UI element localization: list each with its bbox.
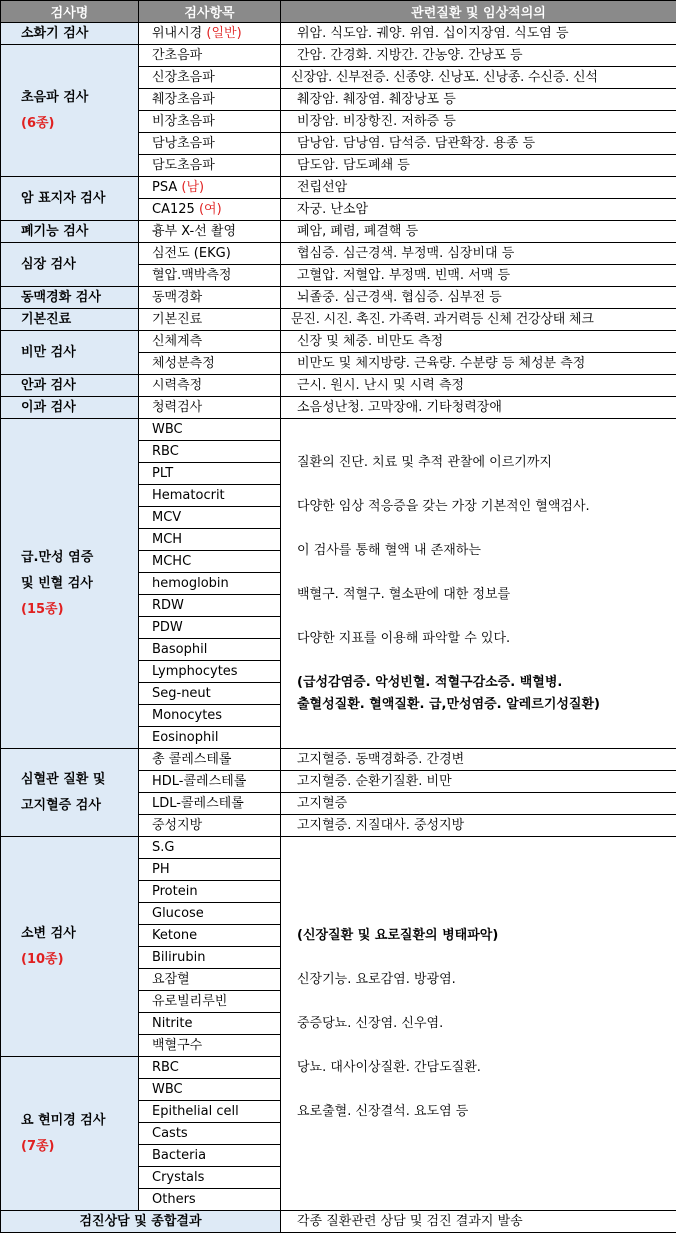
description-cell: 고혈압. 저혈압. 부정맥. 빈맥. 서맥 등 [281,265,676,287]
table-row [1,287,676,309]
item-cell: RBC [139,441,281,463]
item-cell: S.G [139,837,281,859]
table-row [1,419,676,441]
description-cell: 고지혈증. 동맥경화증. 간경변 [281,749,676,771]
blood-description: 질환의 진단. 치료 및 추적 관찰에 이르기까지 다양한 임상 적응증을 갖는 가장 기본적인 혈액검사. 이 검사를 통해 혈액 내 존재하는 백혈구. 적혈구. 혈소판에 대한 정보를 다양한 지표를 이용해 파악할 수 있다. (급성감염증. 악성빈혈. 적혈구감소증. 백혈병. 출혈성질환. 혈액질환. 급,만성염증. 알레르기성질환) [281,419,676,749]
item-cell: 비장초음파 [139,111,281,133]
count-badge: (15종) [21,601,64,617]
item-cell: RDW [139,595,281,617]
item-cell: Hematocrit [139,485,281,507]
header-row [1,1,676,23]
item-cell: 유로빌리루빈 [139,991,281,1013]
item-cell: 췌장초음파 [139,89,281,111]
category-basic: 기본진료 [1,309,139,331]
item-cell: Nitrite [139,1013,281,1035]
item-cell: PLT [139,463,281,485]
table-row [1,375,676,397]
item-cell: 청력검사 [139,397,281,419]
description-cell: 전립선암 [281,177,676,199]
description-cell: 담낭암. 담낭염. 담석증. 담관확장. 용종 등 [281,133,676,155]
table-row [1,177,676,199]
item-cell: Monocytes [139,705,281,727]
table-row [1,397,676,419]
description-cell: 근시. 원시. 난시 및 시력 측정 [281,375,676,397]
item-cell: Crystals [139,1167,281,1189]
category-digestive: 소화기 검사 [1,23,139,45]
header-description: 관련질환 및 임상적의의 [281,1,676,23]
item-cell: Glucose [139,903,281,925]
header-category: 검사명 [1,1,139,23]
description-cell: 협심증. 심근경색. 부정맥. 심장비대 등 [281,243,676,265]
category-consult: 검진상담 및 종합결과 [1,1211,281,1233]
item-cell: Bilirubin [139,947,281,969]
category-heart: 심장 검사 [1,243,139,287]
item-cell: WBC [139,419,281,441]
item-cell: HDL-콜레스테롤 [139,771,281,793]
description-cell: 간암. 간경화. 지방간. 간농양. 간낭포 등 [281,45,676,67]
item-cell: Lymphocytes [139,661,281,683]
item-tag: (여) [198,202,222,217]
item-cell: 시력측정 [139,375,281,397]
item-cell: 담도초음파 [139,155,281,177]
category-blood: 급.만성 염증 및 빈혈 검사 (15종) [1,419,139,749]
item-cell: WBC [139,1079,281,1101]
description-cell: 고지혈증 [281,793,676,815]
item-cell: RBC [139,1057,281,1079]
item-cell: 동맥경화 [139,287,281,309]
item-cell: Ketone [139,925,281,947]
description-cell: 고지혈증. 지질대사. 중성지방 [281,815,676,837]
item-cell: 혈압.맥박측정 [139,265,281,287]
category-eye: 안과 검사 [1,375,139,397]
item-cell: 흉부 X-선 촬영 [139,221,281,243]
item-cell: 담낭초음파 [139,133,281,155]
table-row [1,221,676,243]
item-cell: 요잠혈 [139,969,281,991]
category-ultrasound: 초음파 검사 (6종) [1,45,139,177]
item-tag: (남) [181,180,205,195]
category-micro: 요 현미경 검사 (7종) [1,1057,139,1211]
item-cell: Casts [139,1123,281,1145]
item-cell: 총 콜레스테롤 [139,749,281,771]
count-badge: (10종) [21,951,64,967]
category-obesity: 비만 검사 [1,331,139,375]
item-cell: Eosinophil [139,727,281,749]
item-tag: (일반) [206,26,242,41]
category-ear: 이과 검사 [1,397,139,419]
table-row [1,1211,676,1233]
description-cell: 위암. 식도암. 궤양. 위염. 십이지장염. 식도염 등 [281,23,676,45]
item-cell: CA125 (여) [139,199,281,221]
item-cell: Bacteria [139,1145,281,1167]
category-lipid: 심혈관 질환 및 고지혈증 검사 [1,749,139,837]
description-cell: 비장암. 비장항진. 저하증 등 [281,111,676,133]
table-row [1,837,676,859]
item-cell: 심전도 (EKG) [139,243,281,265]
item-cell: MCH [139,529,281,551]
description-cell: 고지혈증. 순환기질환. 비만 [281,771,676,793]
description-cell: 신장 및 체중. 비만도 측정 [281,331,676,353]
table-row [1,331,676,353]
item-cell: 신체계측 [139,331,281,353]
item-cell: Epithelial cell [139,1101,281,1123]
item-cell: Protein [139,881,281,903]
description-cell: 문진. 시진. 촉진. 가족력. 과거력등 신체 건강상태 체크 [281,309,676,331]
item-cell: PH [139,859,281,881]
item-cell: Basophil [139,639,281,661]
item-cell: 중성지방 [139,815,281,837]
category-tumor-marker: 암 표지자 검사 [1,177,139,221]
header-item: 검사항목 [139,1,281,23]
description-cell: 뇌졸중. 심근경색. 협심증. 심부전 등 [281,287,676,309]
item-cell: PDW [139,617,281,639]
description-cell: 자궁. 난소암 [281,199,676,221]
item-cell: 체성분측정 [139,353,281,375]
category-urine: 소변 검사 (10종) [1,837,139,1057]
description-cell: 담도암. 담도폐쇄 등 [281,155,676,177]
description-cell: 폐암, 폐렴, 폐결핵 등 [281,221,676,243]
description-cell: 소음성난청. 고막장애. 기타청력장애 [281,397,676,419]
item-cell: MCV [139,507,281,529]
category-lung: 폐기능 검사 [1,221,139,243]
description-cell: 췌장암. 췌장염. 췌장낭포 등 [281,89,676,111]
item-cell: 간초음파 [139,45,281,67]
count-badge: (7종) [21,1138,55,1154]
count-badge: (6종) [21,115,55,131]
description-cell: 비만도 및 체지방량. 근육량. 수분량 등 체성분 측정 [281,353,676,375]
item-cell: 기본진료 [139,309,281,331]
item-cell: MCHC [139,551,281,573]
item-cell: hemoglobin [139,573,281,595]
table-row [1,243,676,265]
item-cell: Others [139,1189,281,1211]
item-cell: Seg-neut [139,683,281,705]
item-cell: LDL-콜레스테롤 [139,793,281,815]
table-row [1,45,676,67]
urine-description: (신장질환 및 요로질환의 병태파악) 신장기능. 요로감염. 방광염. 중증당뇨. 신장염. 신우염. 당뇨. 대사이상질환. 간담도질환. 요로출혈. 신장결석. 요도염 등 [281,837,676,1211]
table-row [1,23,676,45]
item-cell: 신장초음파 [139,67,281,89]
table-row [1,309,676,331]
description-cell: 각종 질환관련 상담 및 검진 결과지 발송 [281,1211,676,1233]
table-row [1,749,676,771]
category-arterio: 동맥경화 검사 [1,287,139,309]
description-cell: 신장암. 신부전증. 신종양. 신낭포. 신낭종. 수신증. 신석 [281,67,676,89]
item-cell: 백혈구수 [139,1035,281,1057]
item-cell: 위내시경 (일반) [139,23,281,45]
item-cell: PSA (남) [139,177,281,199]
